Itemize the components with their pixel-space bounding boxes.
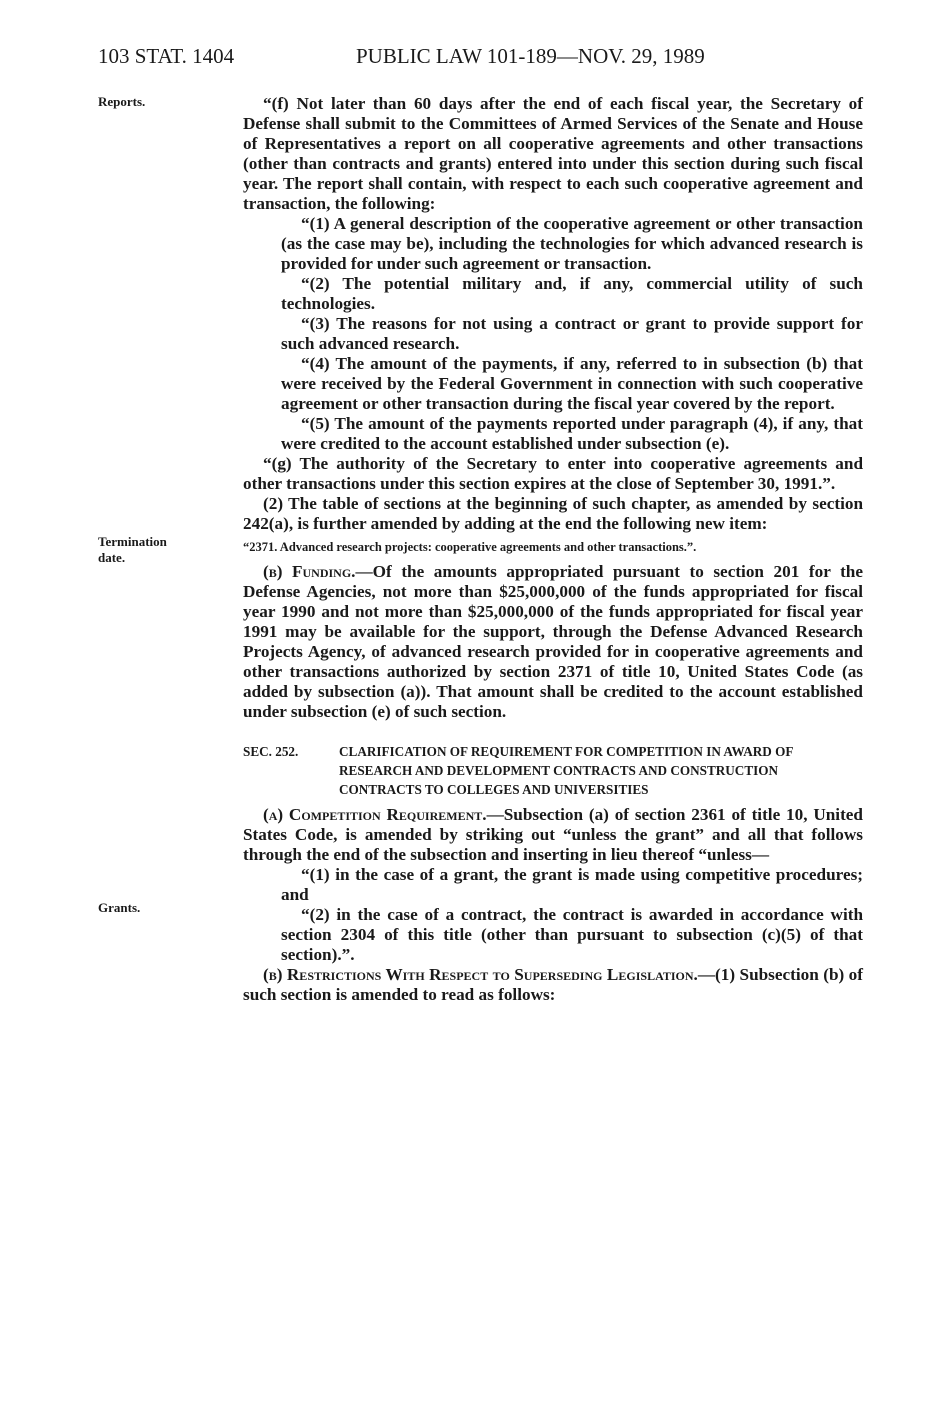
paragraph-f3: “(3) The reasons for not using a contract or grant to provide support for such advanced research. [281, 314, 863, 353]
section-title: CLARIFICATION OF REQUIREMENT FOR COMPETITION IN AWARD OF RESEARCH AND DEVELOPMENT CONTRACTS AND CONSTRUCTION CONTRACTS TO COLLEGES AND UNIVERSITIES [339, 744, 793, 797]
subsection-f: “(f) Not later than 60 days after the end of each fiscal year, the Secretary of Defense shall submit to the Committees of Armed Services of the Senate and House of Representatives a report on all cooperative agreements and other transactions (other than contracts and grants) entered into under this section during such fiscal year. The report shall contain, with respect to each such cooperative agreement and transaction, the following: [243, 94, 863, 213]
paragraph-f2: “(2) The potential military and, if any, commercial utility of such technologies. [281, 274, 863, 313]
competition-text: —Subsection (a) of section 2361 of title 10, United States Code, is amended by striking out “unless the grant” and all that follows through the end of the subsection and inserting in lieu thereof “unless— [243, 805, 863, 864]
restrictions-heading: (b) Restrictions With Respect to Superseding Legislation. [263, 965, 698, 984]
subsection-b-restrictions [243, 965, 863, 1005]
margin-note-termination-line1: Termination [98, 534, 167, 549]
paragraph-a2: “(2) in the case of a contract, the contract is awarded in accordance with section 2304 of this title (other than pursuant to subsection (c)(5) of that section).”. [281, 905, 863, 964]
page-header [98, 44, 858, 74]
funding-text: —Of the amounts appropriated pursuant to section 201 for the Defense Agencies, not more than $25,000,000 of the funds appropriated for fiscal year 1990 and not more than $25,000,000 of the funds appropriated for fiscal year 1991 may be available for the support, through the Defense Advanced Research Projects Agency, of advanced research provided for in cooperative agreements and other transactions authorized by section 2371 of title 10, United States Code (as added by subsection (a)). That amount shall be credited to the account established under subsection (e) of such section. [243, 562, 863, 721]
margin-note-termination-line2: date. [98, 550, 126, 565]
main-text-column [243, 94, 863, 1005]
table-of-sections-item: “2371. Advanced research projects: cooperative agreements and other transactions.”. [243, 540, 697, 554]
subsection-g: “(g) The authority of the Secretary to enter into cooperative agreements and other transactions under this section expires at the close of September 30, 1991.”. [243, 454, 863, 493]
restrictions-text: —(1) Subsection (b) of such section is amended to read as follows: [243, 965, 863, 1004]
paragraph-f5: “(5) The amount of the payments reported under paragraph (4), if any, that were credited to the account established under subsection (e). [281, 414, 863, 453]
section-252-heading [243, 742, 863, 799]
running-title: PUBLIC LAW 101-189—NOV. 29, 1989 [356, 44, 705, 68]
section-number: SEC. 252. [243, 744, 299, 759]
margin-note-reports: Reports. [98, 94, 146, 109]
funding-heading: (b) Funding. [263, 562, 356, 581]
margin-note-grants: Grants. [98, 900, 141, 915]
stat-page-number: 103 STAT. 1404 [98, 44, 235, 68]
paragraph-2-table-of-sections: (2) The table of sections at the beginning of such chapter, as amended by section 242(a), is further amended by adding at the end the following new item: [243, 494, 863, 533]
margin-note-termination-date [98, 534, 218, 566]
subsection-a-competition [243, 805, 863, 865]
competition-heading: (a) Competition Requirement. [263, 805, 487, 824]
subsection-b-funding [243, 562, 863, 722]
paragraph-f1: “(1) A general description of the cooperative agreement or other transaction (as the case may be), including the technologies for which advanced research is provided for under such agreement or transaction. [281, 214, 863, 273]
paragraph-f4: “(4) The amount of the payments, if any, referred to in subsection (b) that were received by the Federal Government in connection with such cooperative agreement or other transaction during the fiscal year covered by the report. [281, 354, 863, 413]
paragraph-a1: “(1) in the case of a grant, the grant is made using competitive procedures; and [281, 865, 863, 904]
